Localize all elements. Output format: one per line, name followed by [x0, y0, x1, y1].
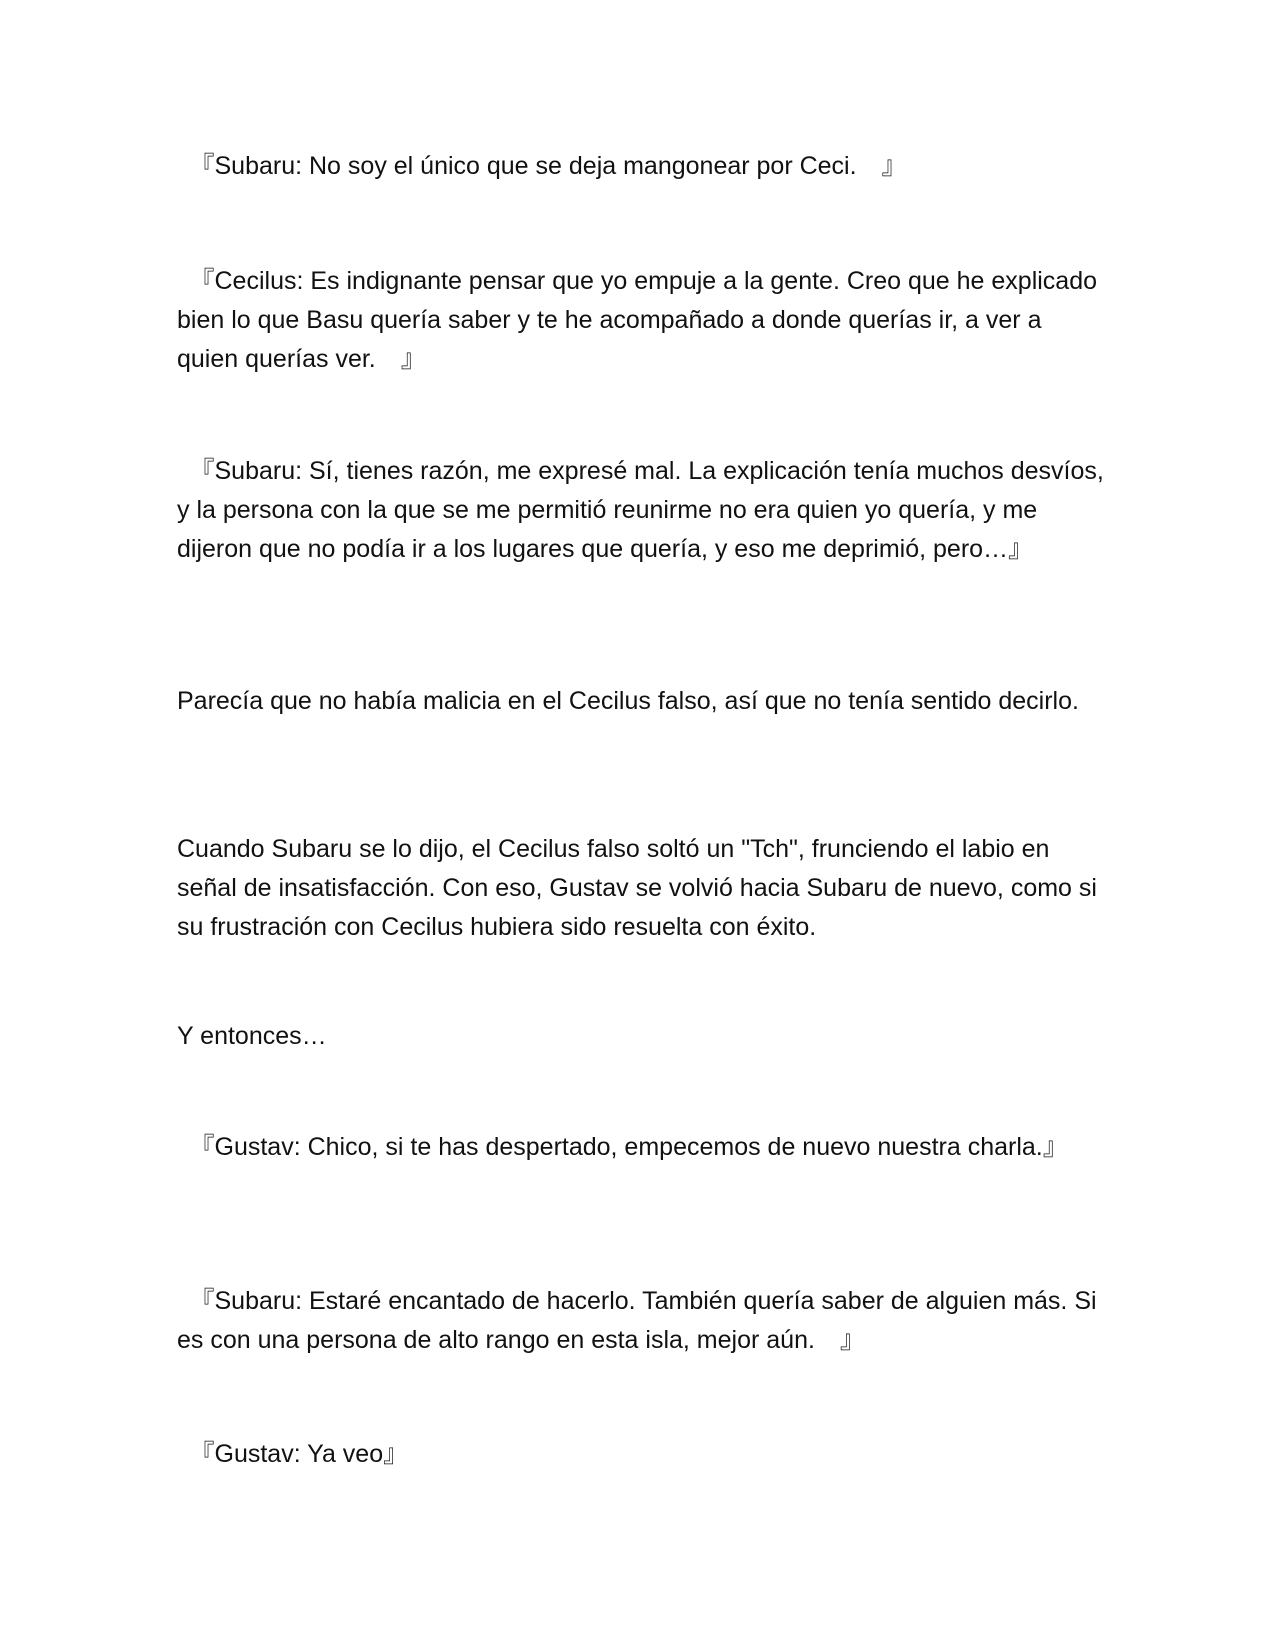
paragraph-cecilus: 『Cecilus: Es indignante pensar que yo empuje a la gente. Creo que he explicado bien lo que Basu quería saber y te he acompañado a donde querías ir, a ver a quien querías ver. 』 [177, 267, 1098, 373]
paragraph-narration-2: Cuando Subaru se lo dijo, el Cecilus falso soltó un "Tch", frunciendo el labio en señal de insatisfacción. Con eso, Gustav se volvió hacia Subaru de nuevo, como si su frustración con Cecilus hubiera sido resuelta con éxito. [177, 835, 1097, 941]
paragraph-gustav-1: 『Gustav: Chico, si te has despertado, empecemos de nuevo nuestra charla.』 [177, 1133, 1068, 1161]
paragraph-narration-1: Parecía que no había malicia en el Cecilus falso, así que no tenía sentido decirlo. [177, 687, 1079, 715]
paragraph-subaru-1: 『Subaru: No soy el único que se deja mangonear por Ceci. 』 [177, 152, 907, 180]
paragraph-subaru-3: 『Subaru: Estaré encantado de hacerlo. También quería saber de alguien más. Si es con una persona de alto rango en esta isla, mejor aún. 』 [177, 1287, 1097, 1354]
paragraph-gustav-2: 『Gustav: Ya veo』 [177, 1440, 409, 1468]
paragraph-narration-3: Y entonces… [177, 1022, 327, 1050]
paragraph-subaru-2: 『Subaru: Sí, tienes razón, me expresé mal. La explicación tenía muchos desvíos, y la persona con la que se me permitió reunirme no era quien yo quería, y me dijeron que no podía ir a los lugares que quería, y eso me deprimió, pero…』 [177, 457, 1104, 563]
